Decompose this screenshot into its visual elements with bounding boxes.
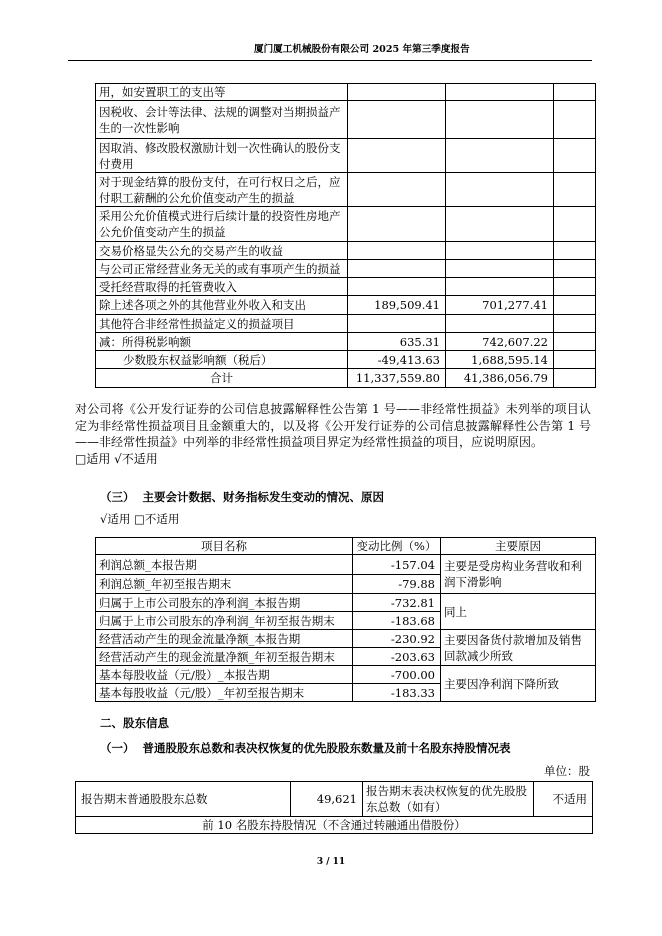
item-cell: 因取消、修改股权激励计划一次性确认的股份支付费用 bbox=[96, 139, 348, 173]
current-period-cell bbox=[348, 101, 446, 139]
reason-cell: 主要因备货付款增加及销售回款减少所致 bbox=[441, 630, 596, 666]
common-holders-label: 报告期末普通股股东总数 bbox=[76, 782, 291, 817]
note-cell bbox=[554, 260, 596, 278]
ratio-cell: -700.00 bbox=[353, 666, 441, 684]
section-title: 主要会计数据、财务指标发生变动的情况、原因 bbox=[142, 490, 384, 504]
current-period-cell bbox=[348, 260, 446, 278]
current-period-cell bbox=[348, 84, 446, 101]
table-row bbox=[96, 278, 596, 296]
table-row bbox=[96, 333, 596, 351]
item-cell: 因税收、会计等法律、法规的调整对当期损益产生的一次性影响 bbox=[96, 101, 348, 139]
table-total-row bbox=[96, 369, 596, 388]
year-to-date-cell bbox=[446, 101, 554, 139]
item-cell: 减：所得税影响额 bbox=[96, 333, 348, 351]
item-cell: 少数股东权益影响额（税后） bbox=[96, 351, 348, 369]
current-period-cell: 635.31 bbox=[348, 333, 446, 351]
item-cell: 对于现金结算的股份支付，在可行权日之后，应付职工薪酬的公允价值变动产生的损益 bbox=[96, 173, 348, 207]
note-cell bbox=[554, 333, 596, 351]
explanation-applicability: □适用 √不适用 bbox=[75, 451, 158, 466]
note-cell bbox=[554, 207, 596, 242]
reason-cell: 主要因净利润下降所致 bbox=[441, 666, 596, 702]
year-to-date-cell: 701,277.41 bbox=[446, 296, 554, 315]
explanation-text: 对公司将《公开发行证券的公司信息披露解释性公告第 1 号——非经常性损益》未列举的项目认定为非经常性损益项目且金额重大的，以及将《公开发行证券的公司信息披露解释性公告第 1 号——非经常性损益》中列举的非经常性损益项目界定为经常性损益的项目，应说明原因。 bbox=[75, 402, 591, 449]
column-header-item: 项目名称 bbox=[96, 538, 353, 555]
note-cell bbox=[554, 101, 596, 139]
subsection-number: （一） bbox=[100, 741, 135, 755]
item-cell: 除上述各项之外的其他营业外收入和支出 bbox=[96, 296, 348, 315]
note-cell bbox=[554, 84, 596, 101]
table-row bbox=[96, 351, 596, 369]
table-row bbox=[76, 817, 593, 834]
ratio-cell: -157.04 bbox=[353, 555, 441, 575]
reason-cell: 主要是受房构业务营收和利润下滑影响 bbox=[441, 555, 596, 594]
page-number: 3 / 11 bbox=[316, 857, 346, 867]
note-cell bbox=[554, 315, 596, 333]
table-header-row bbox=[96, 538, 596, 555]
ratio-cell: -230.92 bbox=[353, 630, 441, 648]
section-changes-applicability: √适用 □不适用 bbox=[100, 512, 180, 526]
current-period-cell bbox=[348, 315, 446, 333]
current-period-total-cell: 11,337,559.80 bbox=[348, 369, 446, 388]
year-to-date-cell bbox=[446, 207, 554, 242]
item-cell: 采用公允价值模式进行后续计量的投资性房地产公允价值变动产生的损益 bbox=[96, 207, 348, 242]
ratio-cell: -183.33 bbox=[353, 684, 441, 702]
section-number: （三） bbox=[100, 490, 135, 504]
table-row bbox=[96, 315, 596, 333]
unit-label: 单位：股 bbox=[544, 764, 590, 778]
preferred-holders-value: 不适用 bbox=[534, 782, 593, 817]
preferred-holders-label: 报告期末表决权恢复的优先股股东总数（如有） bbox=[363, 782, 534, 817]
table-row bbox=[96, 207, 596, 242]
table-row bbox=[96, 555, 596, 575]
table-row bbox=[96, 101, 596, 139]
ratio-cell: -183.68 bbox=[353, 612, 441, 630]
table-row bbox=[96, 242, 596, 260]
subsection-title: 普通股股东总数和表决权恢复的优先股股东数量及前十名股东持股情况表 bbox=[142, 741, 511, 755]
total-label-cell: 合计 bbox=[96, 369, 348, 388]
column-header-ratio: 变动比例（%） bbox=[353, 538, 441, 555]
item-cell: 与公司正常经营业务无关的或有事项产生的损益 bbox=[96, 260, 348, 278]
reason-cell: 同上 bbox=[441, 594, 596, 630]
item-cell: 受托经营取得的托管费收入 bbox=[96, 278, 348, 296]
item-cell: 归属于上市公司股东的净利润_年初至报告期末 bbox=[96, 612, 353, 630]
year-to-date-cell bbox=[446, 315, 554, 333]
year-to-date-total-cell: 41,386,056.79 bbox=[446, 369, 554, 388]
year-to-date-cell: 742,607.22 bbox=[446, 333, 554, 351]
item-cell: 基本每股收益（元/股）_本报告期 bbox=[96, 666, 353, 684]
ratio-cell: -732.81 bbox=[353, 594, 441, 612]
item-cell: 其他符合非经常性损益定义的损益项目 bbox=[96, 315, 348, 333]
year-to-date-cell bbox=[446, 260, 554, 278]
top10-caption: 前 10 名股东持股情况（不含通过转融通出借股份） bbox=[76, 817, 593, 834]
table-row bbox=[96, 173, 596, 207]
ratio-cell: -203.63 bbox=[353, 648, 441, 666]
table-row bbox=[96, 84, 596, 101]
non-recurring-items-table bbox=[95, 83, 596, 388]
table-row bbox=[96, 630, 596, 648]
year-to-date-cell bbox=[446, 84, 554, 101]
shareholders-subsection-heading bbox=[100, 740, 511, 756]
year-to-date-cell bbox=[446, 242, 554, 260]
explanation-block bbox=[75, 401, 591, 467]
table-row bbox=[76, 782, 593, 817]
note-cell bbox=[554, 369, 596, 388]
note-cell bbox=[554, 278, 596, 296]
current-period-cell bbox=[348, 242, 446, 260]
table-row bbox=[96, 296, 596, 315]
item-cell: 利润总额_年初至报告期末 bbox=[96, 575, 353, 594]
current-period-cell bbox=[348, 207, 446, 242]
indicator-changes-table bbox=[95, 537, 596, 702]
common-holders-value: 49,621 bbox=[291, 782, 363, 817]
item-cell: 基本每股收益（元/股）_年初至报告期末 bbox=[96, 684, 353, 702]
note-cell bbox=[554, 242, 596, 260]
current-period-cell bbox=[348, 278, 446, 296]
table-row bbox=[96, 666, 596, 684]
item-cell: 经营活动产生的现金流量净额_本报告期 bbox=[96, 630, 353, 648]
section-changes-heading bbox=[100, 489, 384, 505]
year-to-date-cell bbox=[446, 278, 554, 296]
current-period-cell: 189,509.41 bbox=[348, 296, 446, 315]
year-to-date-cell bbox=[446, 173, 554, 207]
item-cell: 归属于上市公司股东的净利润_本报告期 bbox=[96, 594, 353, 612]
shareholders-section-title: 二、股东信息 bbox=[100, 716, 169, 730]
item-cell: 用，如安置职工的支出等 bbox=[96, 84, 348, 101]
year-to-date-cell bbox=[446, 139, 554, 173]
note-cell bbox=[554, 351, 596, 369]
note-cell bbox=[554, 139, 596, 173]
shareholders-summary-table bbox=[75, 781, 593, 834]
current-period-cell bbox=[348, 173, 446, 207]
note-cell bbox=[554, 296, 596, 315]
note-cell bbox=[554, 173, 596, 207]
year-to-date-cell: 1,688,595.14 bbox=[446, 351, 554, 369]
item-cell: 经营活动产生的现金流量净额_年初至报告期末 bbox=[96, 648, 353, 666]
current-period-cell bbox=[348, 139, 446, 173]
report-header-title: 厦门厦工机械股份有限公司 2025 年第三季度报告 bbox=[254, 44, 470, 55]
table-row bbox=[96, 260, 596, 278]
table-row bbox=[96, 139, 596, 173]
ratio-cell: -79.88 bbox=[353, 575, 441, 594]
header-divider bbox=[68, 60, 592, 61]
current-period-cell: -49,413.63 bbox=[348, 351, 446, 369]
table-row bbox=[96, 594, 596, 612]
item-cell: 利润总额_本报告期 bbox=[96, 555, 353, 575]
item-cell: 交易价格显失公允的交易产生的收益 bbox=[96, 242, 348, 260]
column-header-reason: 主要原因 bbox=[441, 538, 596, 555]
